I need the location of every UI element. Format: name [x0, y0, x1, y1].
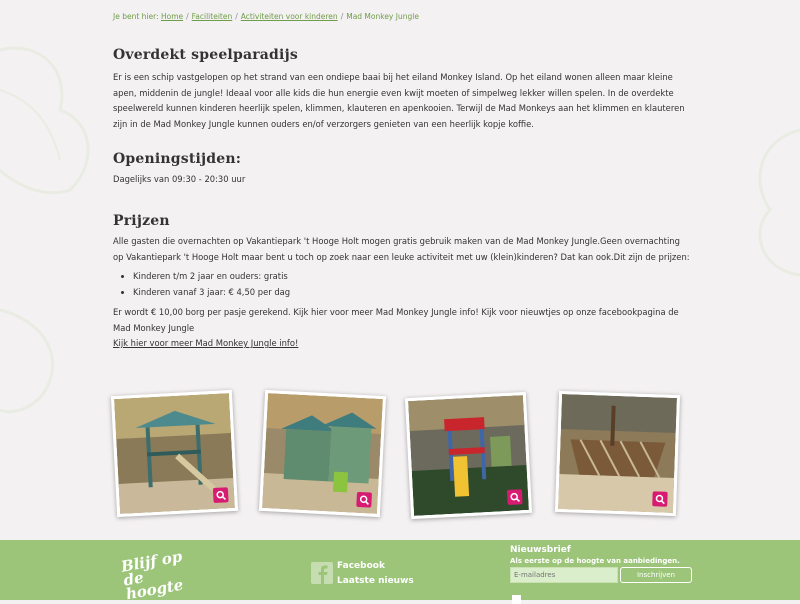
newsletter-email-input[interactable]	[510, 567, 618, 583]
prices-title: Prijzen	[113, 213, 170, 229]
hours-text: Dagelijks van 09:30 - 20:30 uur	[113, 174, 246, 184]
newsletter-subscribe-button[interactable]: Inschrijven	[620, 567, 692, 583]
gallery-photo-2[interactable]	[259, 390, 386, 517]
price-list-item: • Kinderen vanaf 3 jaar: € 4,50 per dag	[133, 285, 693, 301]
intro-title: Overdekt speelparadijs	[113, 47, 298, 63]
breadcrumb-activiteiten-link[interactable]: Activiteiten voor kinderen	[240, 12, 338, 21]
playground-photo	[408, 395, 529, 516]
facebook-subtitle: Laatste nieuws	[337, 576, 414, 586]
breadcrumb-prefix: Je bent hier:	[113, 12, 159, 21]
zoom-icon	[359, 494, 370, 505]
facebook-icon[interactable]	[311, 562, 333, 584]
breadcrumb-current: Mad Monkey Jungle	[346, 12, 419, 21]
zoom-button[interactable]	[652, 491, 668, 507]
intro-text: Er is een schip vastgelopen op het strand van een ondiepe baai bij het eiland Monkey Island. Op het eiland wonen alleen maar kleine apen, middenin de jungle! Ideaal voor alle kids die hun energie even kwijt moeten of simpelweg lekker willen spelen. In de overdekte speelwereld kunnen kinderen heerlijk spelen, klimmen, klauteren en apenkooien. Terwijl de Mad Monkeys aan het klimmen en klauteren zijn in de Mad Monkey Jungle kunnen ouders en/of verzorgers genieten van een heerlijk kopje koffie.	[113, 72, 685, 129]
price-list-item: • Kinderen t/m 2 jaar en ouders: gratis	[133, 269, 693, 285]
zoom-icon	[509, 492, 520, 503]
zoom-button[interactable]	[213, 487, 229, 503]
zoom-icon	[215, 490, 226, 501]
playground-photo	[558, 394, 677, 513]
facebook-link[interactable]: Facebook	[337, 561, 385, 571]
newsletter-title: Nieuwsbrief	[510, 545, 571, 555]
prices-text: Alle gasten die overnachten op Vakantiepark 't Hooge Holt mogen gratis gebruik maken van de Mad Monkey Jungle.Geen overnachting op Vakantiepark 't Hooge Holt maar bent u toch op zoek naar een leuke activiteit met uw (klein)kinderen? Dat kan ook.Dit zijn de prijzen:	[113, 236, 690, 262]
breadcrumb-faciliteiten-link[interactable]: Faciliteiten	[191, 12, 233, 21]
hours-title: Openingstijden:	[113, 151, 242, 167]
footer-logo: Blijf op de hoogte	[119, 547, 185, 604]
newsletter-subtitle: Als eerste op de hoogte van aanbiedingen.	[510, 557, 680, 565]
zoom-button[interactable]	[356, 492, 372, 508]
playground-photo	[114, 393, 235, 514]
breadcrumb-home-link[interactable]: Home	[160, 12, 184, 21]
gallery-photo-4[interactable]	[555, 391, 680, 516]
zoom-icon	[655, 494, 665, 504]
gallery-photo-3[interactable]	[405, 392, 532, 519]
breadcrumb: Je bent hier: Home / Faciliteiten / Activiteiten voor kinderen / Mad Monkey Jungle	[113, 12, 419, 21]
playground-photo	[262, 393, 383, 514]
zoom-button[interactable]	[507, 489, 523, 505]
deposit-note: Er wordt € 10,00 borg per pasje gerekend. Kijk hier voor meer Mad Monkey Jungle info! Kijk voor nieuwtjes op onze facebookpagina de Mad Monkey Jungle	[113, 307, 679, 333]
gallery-photo-1[interactable]	[111, 390, 238, 517]
more-info-link[interactable]: Kijk hier voor meer Mad Monkey Jungle info!	[113, 338, 299, 348]
